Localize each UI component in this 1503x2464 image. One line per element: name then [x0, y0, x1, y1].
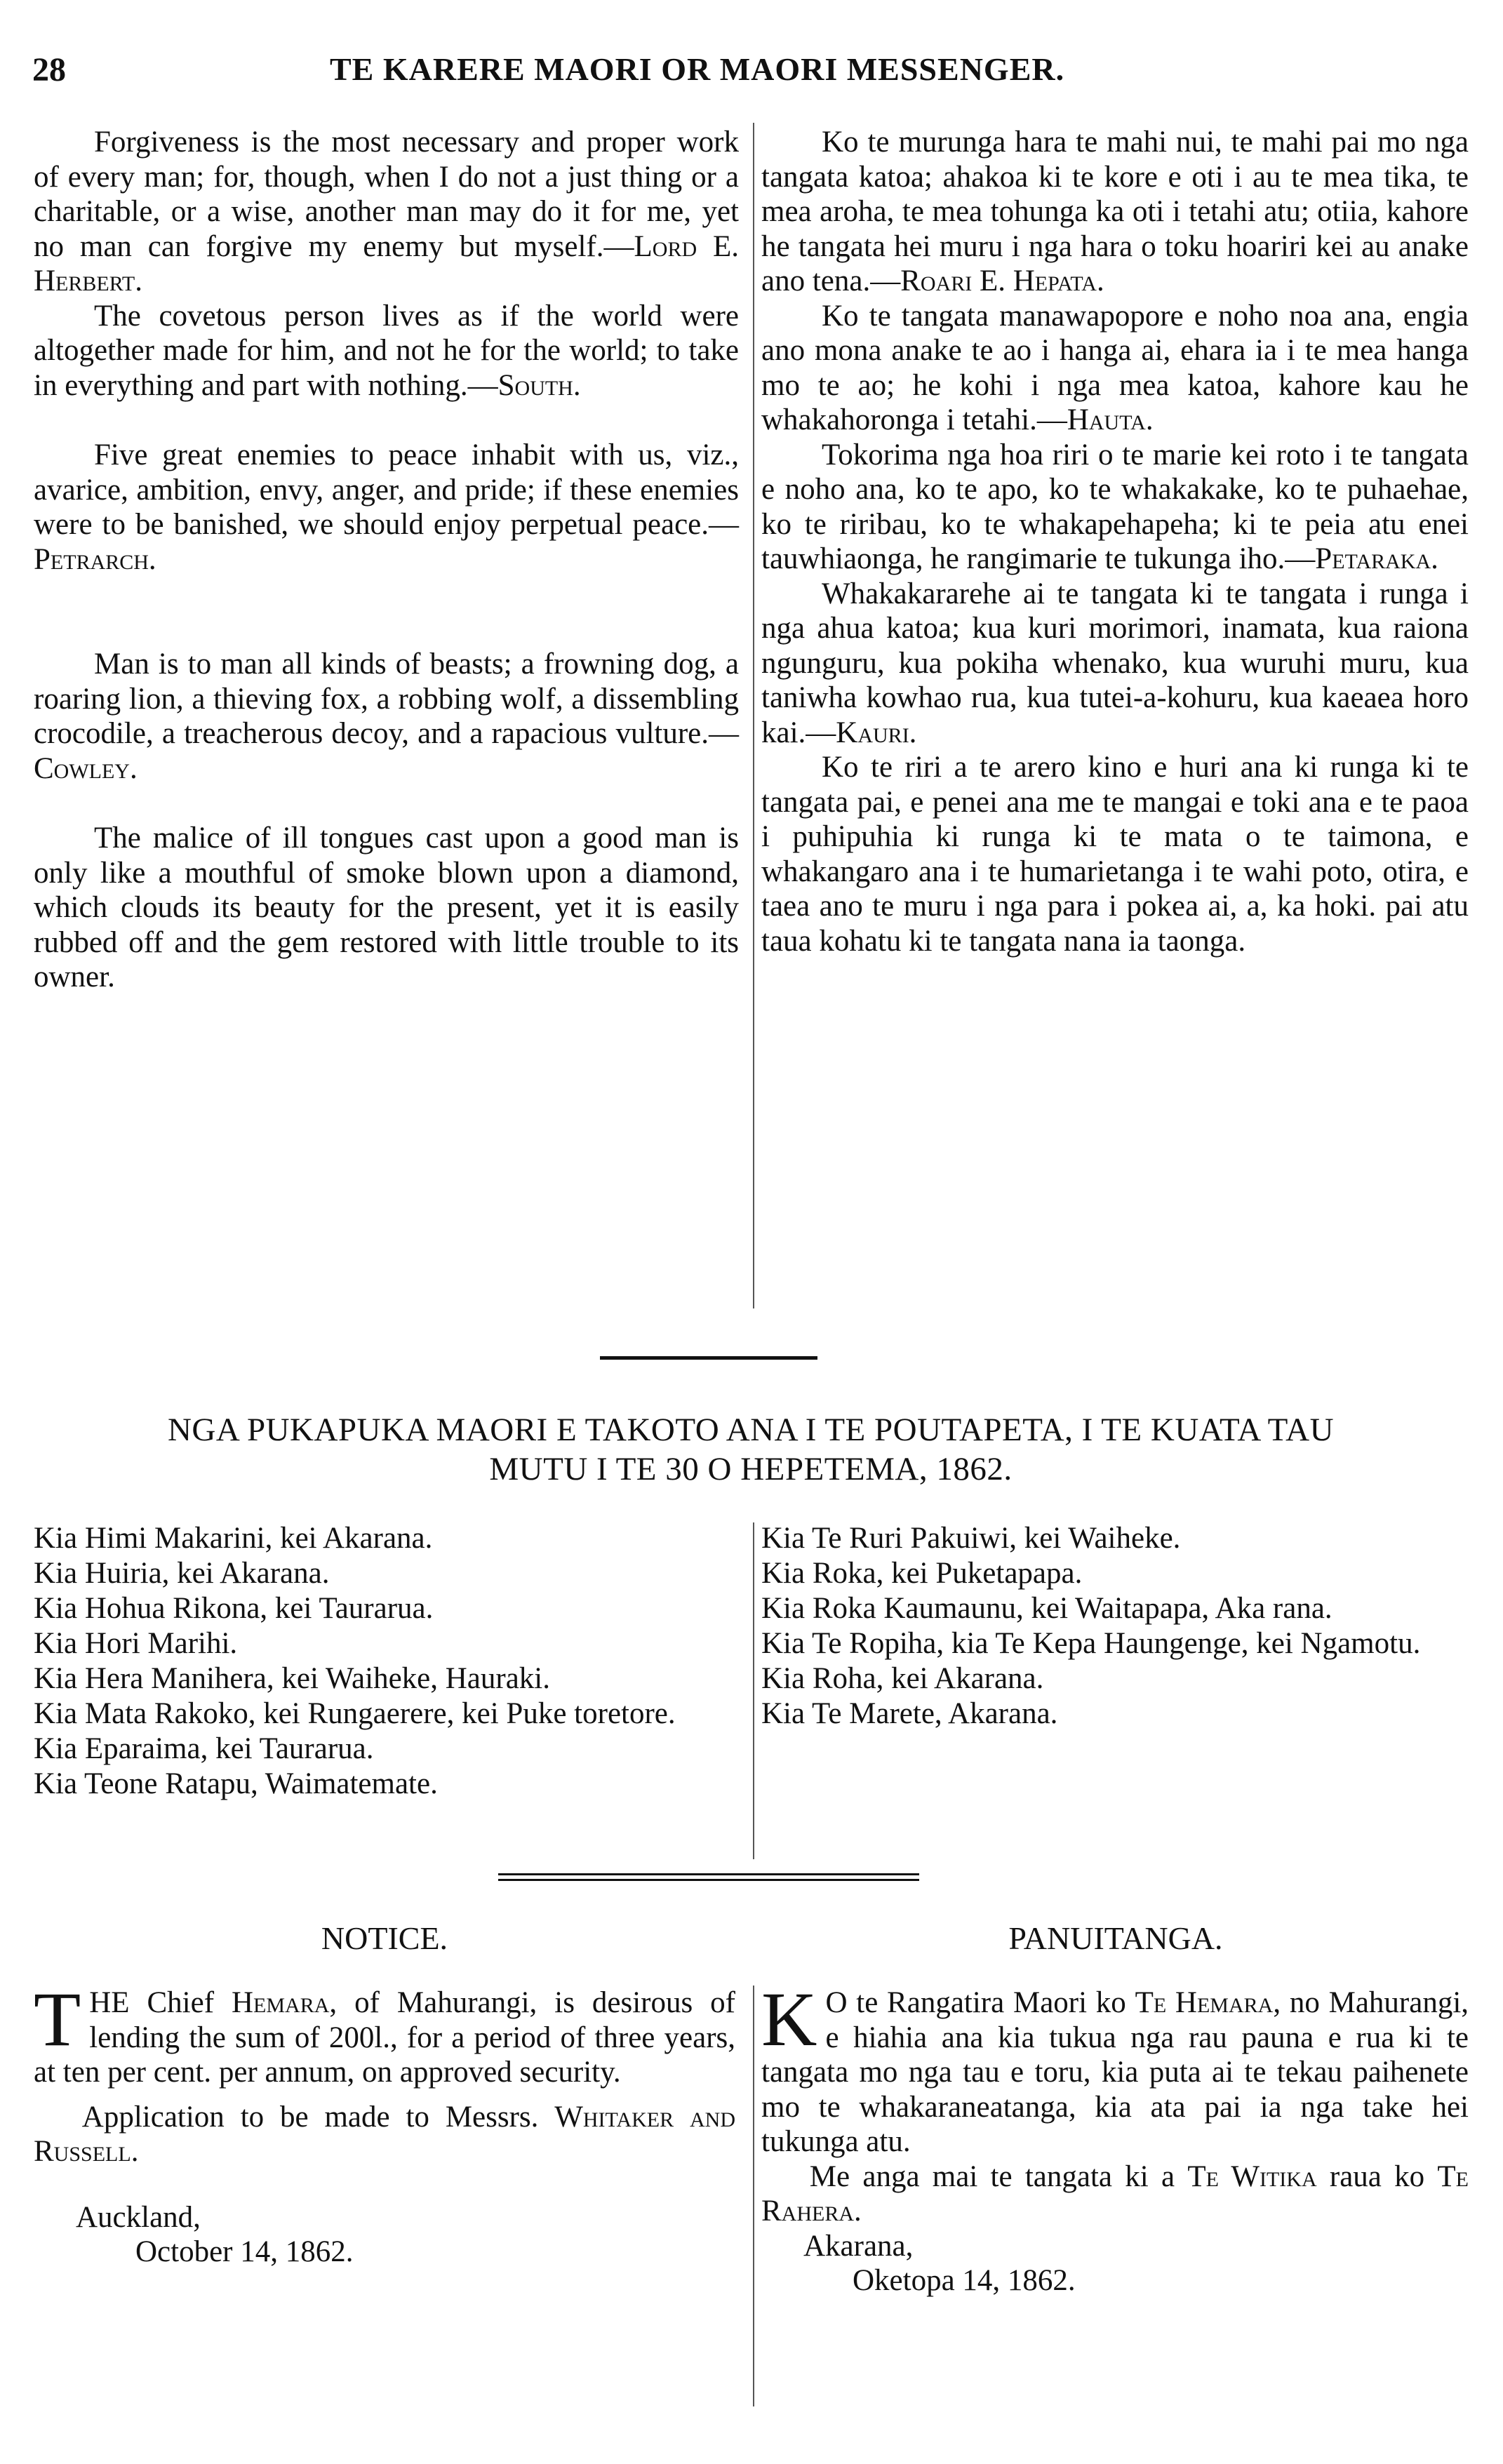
maori-quotes-column — [761, 125, 1469, 958]
quote-english: The covetous person lives as if the world were altogether made for him, and not he for the world; to take in everything and part with nothing.—South. — [34, 299, 739, 402]
quote-maori: Tokorima nga hoa riri o te marie kei roto i te tangata e noho ana, ko te apo, ko te whakakake, ko te puhaehae, ko te riribau, ko te whakapehapeha; ki te peia atu enei tauwhiaonga, he rangimarie te tukunga iho.—Petaraka. — [761, 438, 1469, 575]
quote-maori: Ko te riri a te arero kino e huri ana ki runga ki te tangata pai, e penei ana me te mangai e toki ana e te paoa i puhipuhia ki runga ki te mata o te taimona, e whakangaro ana i te humarietanga i te wahi poto, otira, e taea ano te muru i nga para i pokea ai, a, ka hoki. pai atu taua kohatu ki te tangata nana ia taonga. — [761, 751, 1469, 958]
list-item: Kia Hori Marihi. — [34, 1627, 238, 1660]
column-divider — [753, 1986, 754, 2406]
quote-maori: Ko te murunga hara te mahi nui, te mahi pai mo nga tangata katoa; ahakoa ki te kore e oti i au te mea tika, te mea aroha, te mea tohunga ka oti i tetahi atu; otiia, kahore he tangata hei muru i nga hara o toku hoariri kei au anake ano tena.—Roari E. Hepata. — [761, 126, 1469, 297]
english-quotes-column — [34, 125, 739, 995]
quote-author: Kauri. — [836, 716, 917, 749]
books-heading: NGA PUKAPUKA MAORI E TAKOTO ANA I TE POUTAPETA, I TE KUATA TAU MUTU I TE 30 O HEPETEMA, 1862. — [167, 1412, 1335, 1487]
quote-author: Lord E. Herbert. — [34, 229, 740, 297]
list-item: Kia Huiria, kei Akarana. — [34, 1557, 330, 1590]
page-title: TE KARERE MAORI OR MAORI MESSENGER. — [330, 51, 1065, 87]
list-item: Kia Roha, kei Akarana. — [761, 1662, 1044, 1695]
notice-date: October 14, 1862. — [135, 2235, 354, 2268]
quote-maori: Whakakararehe ai te tangata ki te tangata i runga i nga ahua katoa; kua kuri morimori, inamata, kua raiona ngunguru, kua pokiha whenako, kua wuruhi muru, kua taniwha kowhao rua, kua tutei-a-kohuru, kua kaeaea horo kai.—Kauri. — [761, 577, 1469, 749]
list-item: Kia Mata Rakoko, kei Rungaerere, kei Puke toretore. — [34, 1697, 676, 1730]
panuitanga-place: Akarana, — [803, 2229, 914, 2263]
quote-maori: Ko te tangata manawapopore e noho noa ana, engia ano mona anake te ao i hanga ai, ehara ia i te mea hanga mo te ao; he kohi i nga mea katoa, kahore kau he whakahoronga i tetahi.—Hauta. — [761, 299, 1469, 436]
page-number: 28 — [32, 51, 66, 88]
list-item: Kia Teone Ratapu, Waimatemate. — [34, 1767, 438, 1800]
books-list-right — [761, 1521, 1470, 1732]
notice-heading: NOTICE. — [321, 1920, 448, 1956]
notice-place: Auckland, — [76, 2200, 201, 2234]
quote-author: Hauta. — [1067, 403, 1154, 436]
quote-author: Petrarch. — [34, 542, 156, 576]
list-item: Kia Hohua Rikona, kei Taurarua. — [34, 1592, 434, 1625]
books-list-left — [34, 1521, 735, 1802]
list-item: Kia Te Ruri Pakuiwi, kei Waiheke. — [761, 1522, 1181, 1555]
quote-author: Petaraka. — [1315, 542, 1438, 575]
list-item: Kia Eparaima, kei Taurarua. — [34, 1732, 374, 1765]
quote-english: The malice of ill tongues cast upon a good man is only like a mouthful of smoke blown upon a diamond, which clouds its beauty for the present, yet it is easily rubbed off and the gem restored with little trouble to its owner. — [34, 822, 739, 993]
drop-cap: K — [761, 1976, 817, 2062]
list-item: Kia Hera Manihera, kei Waiheke, Hauraki. — [34, 1662, 550, 1695]
column-divider — [753, 1522, 754, 1859]
list-item: Kia Te Marete, Akarana. — [761, 1697, 1058, 1730]
section-rule — [600, 1356, 817, 1360]
list-item: Kia Te Ropiha, kia Te Kepa Haungenge, kei Ngamotu. — [761, 1627, 1421, 1660]
quote-english: Five great enemies to peace inhabit with us, viz., avarice, ambition, envy, anger, and pride; if these enemies were to be banished, we should enjoy perpetual peace.—Petrarch. — [34, 438, 739, 576]
quote-author: South. — [497, 368, 581, 402]
quote-english: Man is to man all kinds of beasts; a frowning dog, a roaring lion, a thieving fox, a robbing wolf, a dissembling crocodile, a treacherous decoy, and a rapacious vulture.—Cowley. — [34, 648, 739, 785]
list-item: Kia Roka Kaumaunu, kei Waitapapa, Aka rana. — [761, 1592, 1332, 1625]
panuitanga-heading: PANUITANGA. — [1008, 1920, 1223, 1956]
column-divider — [753, 123, 754, 1308]
drop-cap: T — [34, 1976, 81, 2062]
panuitanga-block: K O te Rangatira Maori ko Te Hemara, no Mahurangi, e hiahia ana kia tukua nga rau pauna e rua ki te tangata mo nga tau e toru, kia puta ai te tekau paihenete mo te whakaraneatanga, kia ata pai ia nga take hei tukunga atu. Me anga mai te tangata ki a Te Witika raua ko Te Rahera. Akarana, Oketopa 14, 1862. — [761, 1976, 1469, 2297]
list-item: Kia Himi Makarini, kei Akarana. — [34, 1522, 433, 1555]
section-rule — [498, 1873, 919, 1875]
list-item: Kia Roka, kei Puketapapa. — [761, 1557, 1083, 1590]
notice-block: THE Chief Hemara, of Mahurangi, is desirous of lending the sum of 200l., for a period of three years, at ten per cent. per annum, on approved security. Application to be made to Messrs. Whitaker and Russell. Auckland, October 14, 1862. — [34, 1976, 736, 2268]
quote-english: Forgiveness is the most necessary and proper work of every man; for, though, when I do not a just thing or a charitable, or a wise, another man may do it for me, yet no man can forgive my enemy but myself.—Lord E. Herbert. — [34, 126, 740, 297]
quote-author: Cowley. — [34, 751, 138, 785]
section-rule — [498, 1879, 919, 1881]
quote-author: Roari E. Hepata. — [900, 265, 1104, 297]
panuitanga-date: Oketopa 14, 1862. — [853, 2264, 1076, 2297]
